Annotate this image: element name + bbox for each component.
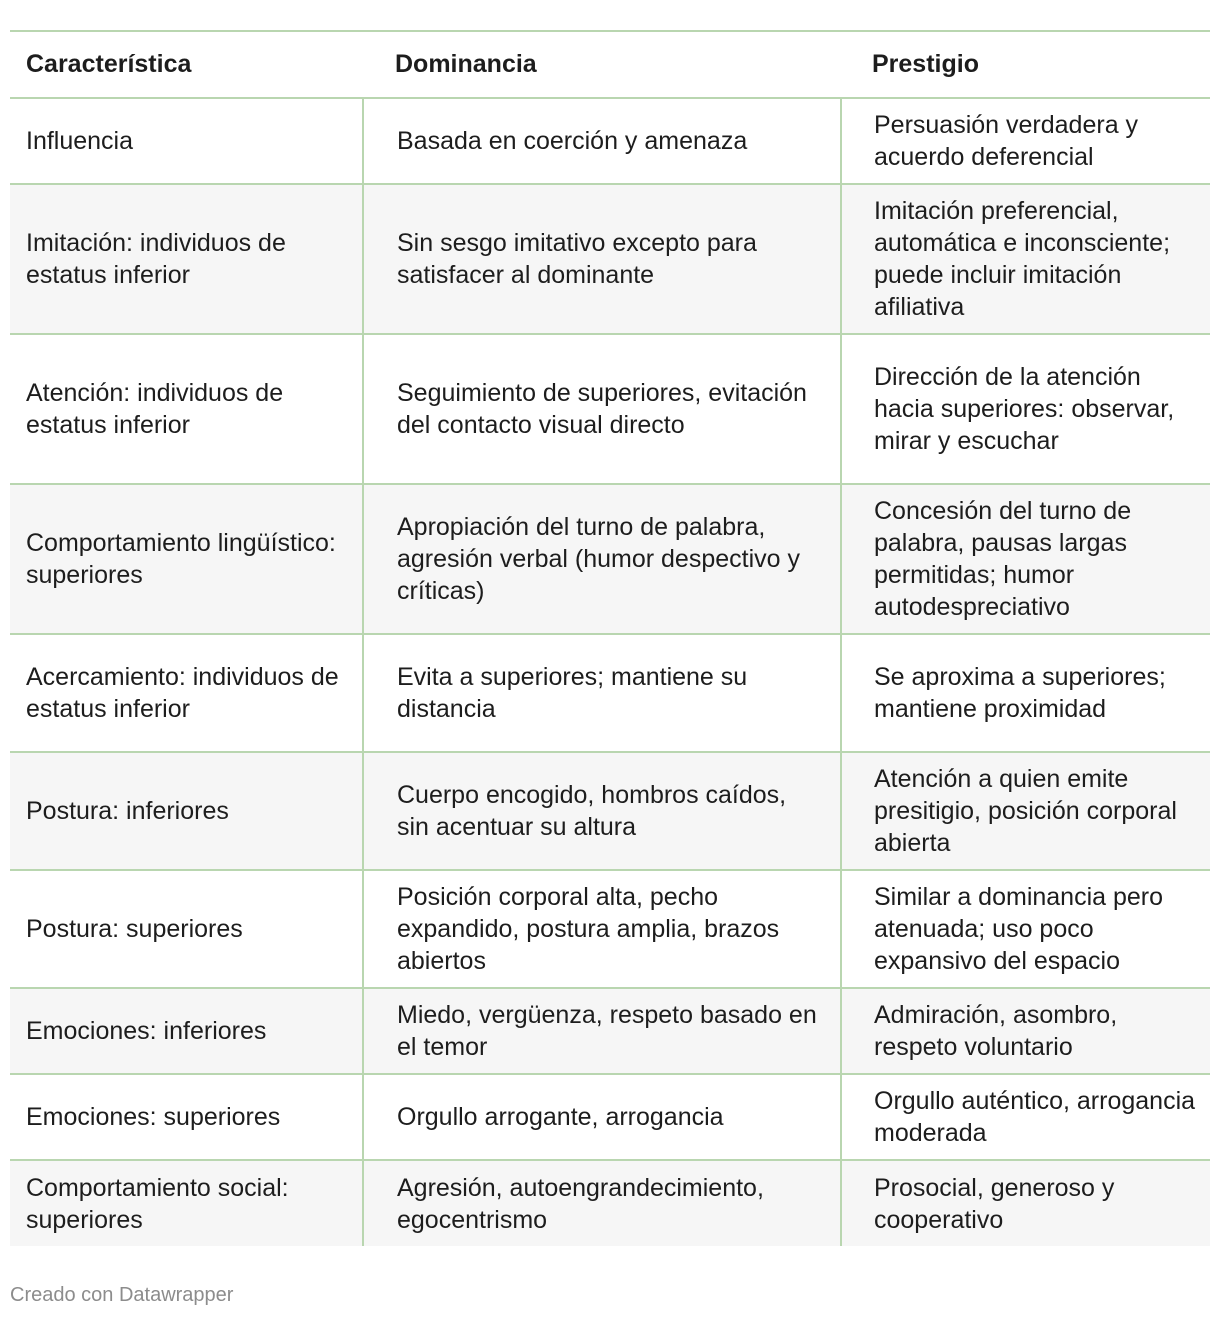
cell-dominancia: Orgullo arrogante, arrogancia [363,1074,841,1160]
comparison-table [10,30,1210,1246]
table-body [10,98,1210,1246]
table-row [10,334,1210,484]
table-row [10,1074,1210,1160]
table-row [10,484,1210,634]
cell-caracteristica: Emociones: inferiores [26,1017,267,1045]
cell-dominancia: Evita a superiores; mantiene su distancia [363,634,841,752]
cell-caracteristica: Comportamiento social: superiores [26,1173,289,1234]
header-dominancia: Dominancia [395,50,537,78]
cell-caracteristica: Postura: inferiores [26,797,229,825]
comparison-table-container [10,30,1210,1246]
cell-dominancia: Basada en coerción y amenaza [363,98,841,184]
table-row [10,98,1210,184]
cell-prestigio: Imitación preferencial, automática e inconsciente; puede incluir imitación afiliativa [841,184,1210,334]
cell-prestigio: Admiración, asombro, respeto voluntario [841,988,1210,1074]
table-row [10,988,1210,1074]
cell-dominancia: Cuerpo encogido, hombros caídos, sin acentuar su altura [363,752,841,870]
cell-prestigio: Similar a dominancia pero atenuada; uso poco expansivo del espacio [841,870,1210,988]
table-header [10,31,1210,98]
cell-caracteristica: Comportamiento lingüístico: superiores [26,529,336,589]
cell-caracteristica: Acercamiento: individuos de estatus inferior [26,663,339,723]
cell-dominancia: Miedo, vergüenza, respeto basado en el temor [363,988,841,1074]
cell-dominancia: Agresión, autoengrandecimiento, egocentrismo [363,1160,841,1246]
cell-caracteristica: Imitación: individuos de estatus inferior [26,229,286,289]
header-prestigio: Prestigio [872,50,979,78]
header-row [10,31,1210,98]
cell-prestigio: Se aproxima a superiores; mantiene proximidad [841,634,1210,752]
header-caracteristica: Característica [26,50,192,78]
cell-prestigio: Persuasión verdadera y acuerdo deferencial [841,98,1210,184]
cell-dominancia: Seguimiento de superiores, evitación del contacto visual directo [363,334,841,484]
cell-prestigio: Atención a quien emite presitigio, posición corporal abierta [841,752,1210,870]
cell-caracteristica: Atención: individuos de estatus inferior [26,379,284,439]
table-row [10,184,1210,334]
table-row [10,634,1210,752]
cell-prestigio: Orgullo auténtico, arrogancia moderada [841,1074,1210,1160]
cell-prestigio: Dirección de la atención hacia superiores: observar, mirar y escuchar [841,334,1210,484]
cell-prestigio: Concesión del turno de palabra, pausas largas permitidas; humor autodespreciativo [841,484,1210,634]
table-row [10,752,1210,870]
table-row [10,870,1210,988]
cell-dominancia: Posición corporal alta, pecho expandido, postura amplia, brazos abiertos [363,870,841,988]
cell-caracteristica: Influencia [26,127,134,155]
table-row [10,1160,1210,1246]
footer-credit: Creado con Datawrapper [10,1284,234,1306]
cell-prestigio: Prosocial, generoso y cooperativo [841,1160,1210,1246]
cell-caracteristica: Emociones: superiores [26,1103,281,1131]
cell-caracteristica: Postura: superiores [26,915,243,943]
cell-dominancia: Apropiación del turno de palabra, agresión verbal (humor despectivo y críticas) [363,484,841,634]
cell-dominancia: Sin sesgo imitativo excepto para satisfacer al dominante [363,184,841,334]
